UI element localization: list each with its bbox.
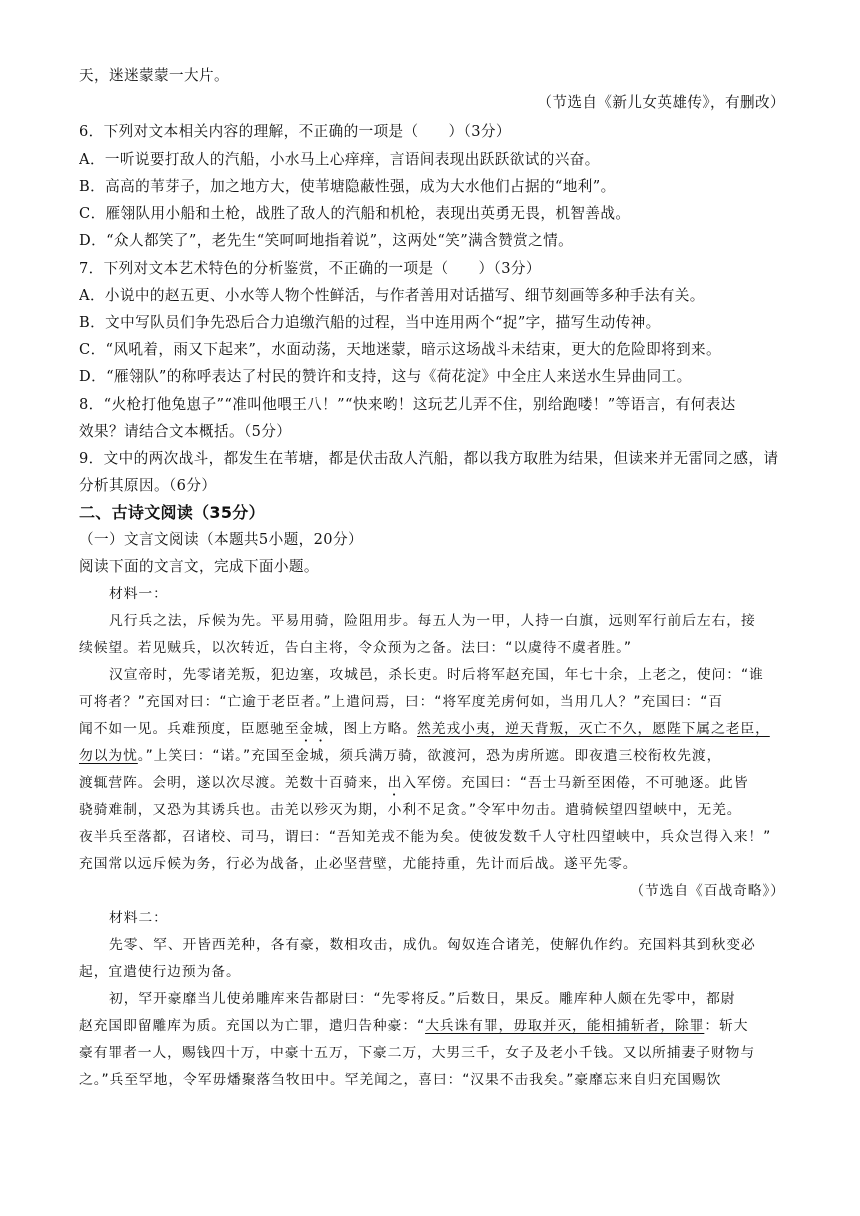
q6-stem: 6．下列对文本相关内容的理解，不正确的一项是（ ）（3分） bbox=[79, 123, 511, 140]
material-1-p2-line-2: 可将者？”充国对曰：“亡逾于老臣者。”上遣问焉，曰：“将军度羌虏何如，当用几人？”充国曰：“百 bbox=[79, 694, 723, 710]
q7-stem: 7．下列对文本艺术特色的分析鉴赏，不正确的一项是（ ）（3分） bbox=[79, 260, 541, 277]
material-1-label: 材料一： bbox=[109, 586, 168, 602]
material-1-p2-line-7: 夜半兵至落都，召诸校、司马，谓曰：“吾知羌戎不能为矣。使彼发数千人守杜四望峡中，兵众岂得入来！” bbox=[79, 829, 772, 845]
novel-tail-line: 天，迷迷蒙蒙一大片。 bbox=[79, 67, 229, 84]
material-1-p2-line-3 bbox=[79, 719, 785, 745]
q7-option-b: B．文中写队员们争先恐后合力追缴汽船的过程，当中连用两个“捉”字，描写生动传神。 bbox=[79, 314, 661, 331]
text-span: 赵充国即留雕库为质。充国以为亡罪，遣归告种豪：“ bbox=[79, 1018, 426, 1034]
text-span: 闻不如一见。兵难预度，臣愿驰至 bbox=[79, 721, 300, 737]
section-2-instruction: 阅读下面的文言文，完成下面小题。 bbox=[79, 558, 319, 575]
underlined-sentence: 勿以为忧 bbox=[79, 748, 138, 764]
text-span: ，图上方略。 bbox=[328, 721, 418, 737]
material-2-p2-line-4: 之。”兵至罕地，令军毋燔聚落刍牧田中。罕羌闻之，喜曰：“汉果不击我矣。”豪靡忘来自归充国赐饮 bbox=[79, 1072, 722, 1088]
material-1-p2-line-6: 骁骑难制，又恐为其诱兵也。击羌以殄灭为期，小利不足贪。”令军中勿击。遣骑候望四望峡中，无羌。 bbox=[79, 802, 742, 818]
material-1-source-note: （节选自《百战奇略》） bbox=[630, 883, 785, 899]
text-span: ：斩大 bbox=[704, 1018, 749, 1034]
q8-line-1: 8．“火枪打他兔崽子”“准叫他喂王八！”“快来哟！这玩艺儿弄不住，别给跑喽！”等语言，有何表达 bbox=[79, 396, 736, 413]
text-span: 。”上笑曰：“诺。”充国至金城，须兵满万骑，欲渡河，恐为虏所遮。即夜遣三校衔枚先渡， bbox=[137, 748, 722, 764]
material-2-p1-line-1: 先零、罕、开皆西羌种，各有豪，数相攻击，成仇。匈奴连合诸羌，使解仇作约。充国料其到秋变必 bbox=[109, 937, 756, 953]
section-2-subtitle: （一）文言文阅读（本题共5小题，20分） bbox=[79, 531, 363, 548]
material-1-p2-line-8: 充国常以远斥候为务，行必为战备，止必坚营壁，尤能持重，先计而后战。遂平先零。 bbox=[79, 856, 638, 872]
material-2-p2-line-1: 初，罕开豪靡当儿使弟雕库来告都尉曰：“先零将反。”后数日，果反。雕库种人颇在先零中，都尉 bbox=[109, 991, 736, 1007]
material-2-label: 材料二： bbox=[109, 910, 168, 926]
material-2-p1-line-2: 起，宜遣使行边预为备。 bbox=[79, 964, 241, 980]
emphasis-dotted-word: 金城 bbox=[299, 721, 329, 737]
novel-source-note: （节选自《新儿女英雄传》，有删改） bbox=[537, 94, 785, 111]
text-span: 入军傍。充国曰：“吾士马新至困倦，不可驰逐。此皆 bbox=[402, 775, 749, 791]
material-1-p2-line-1: 汉宣帝时，先零诸羌叛，犯边塞，攻城邑，杀长吏。时后将军赵充国，年七十余，上老之，使问：“谁 bbox=[109, 667, 764, 683]
material-1-p1-line-2: 续候望。若见贼兵，以次转近，告白主将，令众预为之备。法曰：“以虞待不虞者胜。” bbox=[79, 640, 632, 656]
material-1-p2-line-5 bbox=[79, 773, 785, 799]
q7-option-a: A．小说中的赵五更、小水等人物个性鲜活，与作者善用对话描写、细节刻画等多种手法有关。 bbox=[79, 287, 705, 304]
q6-option-c: C．雁翎队用小船和土枪，战胜了敌人的汽船和机枪，表现出英勇无畏，机智善战。 bbox=[79, 205, 631, 222]
underlined-sentence: 大兵诛有罪，毋取并灭，能相捕斩者，除罪 bbox=[425, 1018, 705, 1034]
q6-option-a: A．一听说要打敌人的汽船，小水马上心痒痒，言语间表现出跃跃欲试的兴奋。 bbox=[79, 151, 600, 168]
material-1-p2-line-4 bbox=[79, 746, 785, 766]
q6-option-b: B．高高的苇芽子，加之地方大，使苇塘隐蔽性强，成为大水他们占据的“地利”。 bbox=[79, 178, 616, 195]
q9-line-1: 9．文中的两次战斗，都发生在苇塘，都是伏击敌人汽船，都以我方取胜为结果，但读来并无雷同之感，请 bbox=[79, 450, 779, 467]
q7-option-c: C．“风吼着，雨又下起来”，水面动荡，天地迷蒙，暗示这场战斗未结束，更大的危险即将到来。 bbox=[79, 341, 722, 358]
underlined-sentence: 然羌戎小夷，逆天背叛，灭亡不久，愿陛下属之老臣， bbox=[417, 721, 770, 737]
q6-option-d: D．“众人都笑了”，老先生“笑呵呵地指着说”，这两处“笑”满含赞赏之情。 bbox=[79, 232, 574, 249]
material-2-p2-line-2 bbox=[79, 1016, 785, 1036]
q7-option-d: D．“雁翎队”的称呼表达了村民的赞许和支持，这与《荷花淀》中全庄人来送水生异曲同工。 bbox=[79, 368, 692, 385]
q8-line-2: 效果？请结合文本概括。（5分） bbox=[79, 423, 292, 440]
q9-line-2: 分析其原因。（6分） bbox=[79, 477, 217, 494]
material-2-p2-line-3: 豪有罪者一人，赐钱四十万，中豪十五万，下豪二万，大男三千，女子及老小千钱。又以所捕妻子财物与 bbox=[79, 1045, 756, 1061]
emphasis-dotted-word: 出 bbox=[387, 775, 403, 791]
material-1-p1-line-1: 凡行兵之法，斥候为先。平易用骑，险阻用步。每五人为一甲，人持一白旗，远则军行前后左右，接 bbox=[109, 613, 756, 629]
section-2-title: 二、古诗文阅读（35分） bbox=[79, 503, 265, 522]
text-span: 渡辄营阵。会明，遂以次尽渡。羌数十百骑来， bbox=[79, 775, 388, 791]
